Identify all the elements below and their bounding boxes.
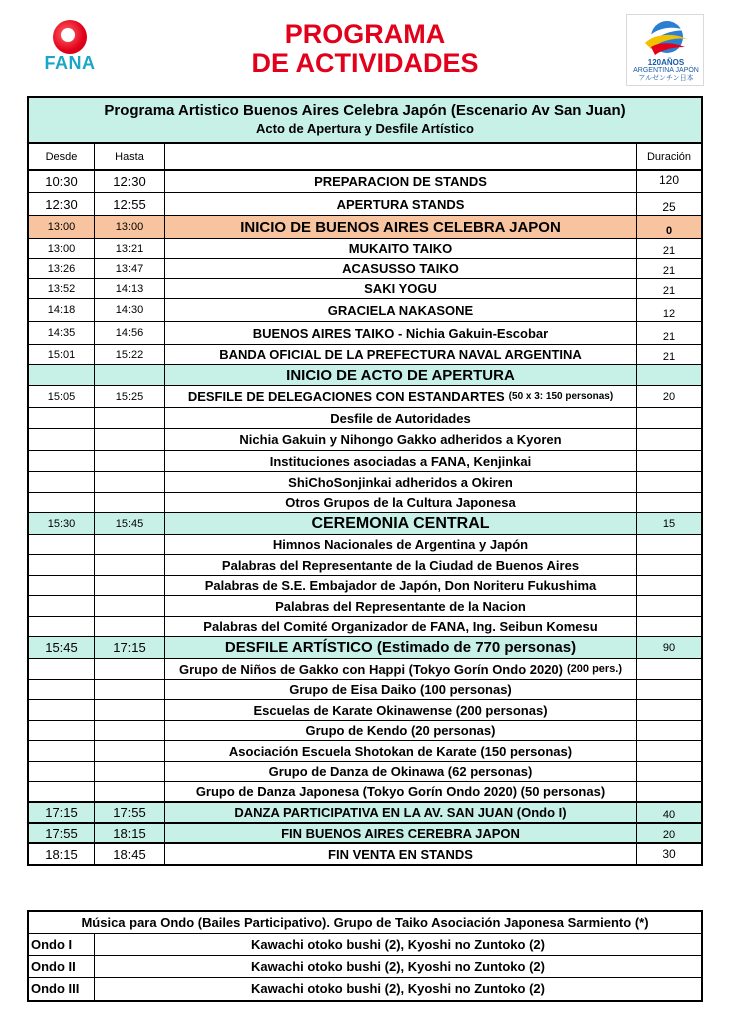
ondo-label: Ondo III [29, 978, 95, 1000]
ondo-label: Ondo II [29, 956, 95, 977]
row-from [29, 408, 95, 428]
row-duration [637, 429, 701, 450]
row-duration: 0 [665, 225, 673, 237]
row-from [29, 555, 95, 575]
fana-logo-text: FANA [44, 53, 96, 73]
section-row [29, 513, 701, 535]
row-duration [637, 596, 701, 616]
table-row [29, 555, 701, 576]
table-row [29, 680, 701, 700]
row-activity: FIN VENTA EN STANDS [165, 844, 637, 864]
row-duration [637, 408, 701, 428]
row-from [29, 762, 95, 781]
row-duration [637, 680, 701, 699]
row-duration: 20 [662, 390, 676, 403]
page-title [200, 20, 530, 78]
row-duration [637, 451, 701, 471]
row-activity: CEREMONIA CENTRAL [165, 513, 637, 534]
row-activity: PREPARACION DE STANDS [165, 171, 637, 192]
row-activity: GRACIELA NAKASONE [165, 299, 637, 321]
row-to: 17:15 [95, 637, 165, 658]
row-from [29, 596, 95, 616]
row-from: 13:26 [29, 259, 95, 278]
table-row [29, 493, 701, 513]
row-from: 14:35 [29, 322, 95, 344]
row-to [95, 493, 165, 512]
row-duration [637, 472, 701, 492]
row-activity: Asociación Escuela Shotokan de Karate (150 personas) [165, 741, 637, 761]
row-to [95, 451, 165, 471]
row-duration: 120 [658, 173, 680, 187]
row-activity: Desfile de Autoridades [165, 408, 637, 428]
row-to [95, 659, 165, 679]
row-activity: Otros Grupos de la Cultura Japonesa [165, 493, 637, 512]
row-to: 15:45 [95, 513, 165, 534]
row-activity: Palabras del Comité Organizador de FANA, Ing. Seibun Komesu [165, 617, 637, 636]
ondo-value: Kawachi otoko bushi (2), Kyoshi no Zuntoko (2) [251, 981, 545, 996]
row-to: 12:30 [95, 171, 165, 192]
anniversary-countries: ARGENTINA JAPÓN [633, 67, 699, 74]
column-header-activity [165, 144, 637, 169]
table-row [29, 239, 701, 259]
row-to: 13:47 [95, 259, 165, 278]
row-activity-note: (50 x 3: 150 personas) [508, 391, 614, 402]
row-activity: Grupo de Danza de Okinawa (62 personas) [165, 762, 637, 781]
row-to [95, 555, 165, 575]
row-to [95, 721, 165, 740]
ondo-value: Kawachi otoko bushi (2), Kyoshi no Zuntoko (2) [251, 959, 545, 974]
anniversary-swirl-icon [641, 17, 691, 59]
section-row [29, 824, 701, 844]
anniversary-logo-text [627, 59, 705, 83]
anniversary-logo [626, 14, 704, 86]
column-header-duration: Duración [646, 150, 692, 163]
row-from [29, 741, 95, 761]
ondo-row [29, 978, 701, 1000]
table-row [29, 741, 701, 762]
table-row [29, 782, 701, 803]
program-header [29, 98, 701, 144]
row-activity-text: DESFILE DE DELEGACIONES CON ESTANDARTES [187, 389, 505, 404]
row-duration: 21 [662, 351, 676, 363]
row-activity: Palabras de S.E. Embajador de Japón, Don Noriteru Fukushima [165, 576, 637, 595]
ondo-row [29, 934, 701, 956]
ondo-table [27, 910, 703, 1002]
table-row [29, 193, 701, 216]
row-activity: Instituciones asociadas a FANA, Kenjinkai [165, 451, 637, 471]
row-to [95, 700, 165, 720]
table-row [29, 386, 701, 408]
table-row [29, 259, 701, 279]
row-duration: 20 [662, 829, 676, 841]
row-to: 14:56 [95, 322, 165, 344]
section-row [29, 365, 701, 386]
row-to [95, 535, 165, 554]
row-duration: 12 [662, 308, 676, 320]
row-to [95, 365, 165, 385]
row-to [95, 617, 165, 636]
row-activity: BUENOS AIRES TAIKO - Nichia Gakuin-Escobar [165, 322, 637, 344]
row-to [95, 429, 165, 450]
row-to: 18:15 [95, 824, 165, 842]
row-activity: ACASUSSO TAIKO [165, 259, 637, 278]
row-duration: 21 [662, 285, 676, 297]
row-to [95, 762, 165, 781]
row-duration [637, 617, 701, 636]
row-from: 17:55 [29, 824, 95, 842]
row-to [95, 576, 165, 595]
row-activity: Nichia Gakuin y Nihongo Gakko adheridos a Kyoren [165, 429, 637, 450]
row-from: 14:18 [29, 299, 95, 321]
row-from [29, 680, 95, 699]
row-duration: 21 [662, 265, 676, 277]
row-activity: DESFILE ARTÍSTICO (Estimado de 770 personas) [165, 637, 637, 658]
row-from [29, 782, 95, 801]
table-row [29, 451, 701, 472]
row-duration: 25 [662, 200, 676, 214]
row-to [95, 408, 165, 428]
row-duration: 21 [662, 245, 676, 257]
row-from [29, 451, 95, 471]
row-activity: DANZA PARTICIPATIVA EN LA AV. SAN JUAN (Ondo I) [165, 803, 637, 822]
row-duration [637, 365, 701, 385]
row-activity: Himnos Nacionales de Argentina y Japón [165, 535, 637, 554]
row-to: 14:13 [95, 279, 165, 298]
program-title: Programa Artistico Buenos Aires Celebra Japón (Escenario Av San Juan) [104, 102, 626, 119]
table-row [29, 535, 701, 555]
row-from [29, 535, 95, 554]
row-activity: Escuelas de Karate Okinawense (200 personas) [165, 700, 637, 720]
program-table [27, 96, 703, 866]
row-from [29, 700, 95, 720]
row-to: 13:21 [95, 239, 165, 258]
row-activity: Grupo de Danza Japonesa (Tokyo Gorín Ondo 2020) (50 personas) [165, 782, 637, 801]
row-duration: 40 [662, 809, 676, 821]
table-row [29, 659, 701, 680]
row-duration [637, 700, 701, 720]
row-activity: FIN BUENOS AIRES CEREBRA JAPON [165, 824, 637, 842]
column-header-to: Hasta [95, 144, 165, 169]
table-row [29, 345, 701, 365]
row-to: 13:00 [95, 216, 165, 238]
row-duration: 21 [662, 331, 676, 343]
table-row [29, 762, 701, 782]
row-from [29, 365, 95, 385]
row-from: 15:01 [29, 345, 95, 364]
row-to: 15:22 [95, 345, 165, 364]
row-duration [637, 659, 701, 679]
row-activity [165, 659, 637, 679]
ondo-value: Kawachi otoko bushi (2), Kyoshi no Zuntoko (2) [251, 937, 545, 952]
row-from [29, 721, 95, 740]
row-from: 18:15 [29, 844, 95, 864]
row-duration [637, 721, 701, 740]
row-from [29, 429, 95, 450]
row-from: 13:00 [29, 239, 95, 258]
page-title-line2: DE ACTIVIDADES [251, 48, 479, 78]
row-duration: 90 [662, 641, 676, 654]
row-to: 12:55 [95, 193, 165, 215]
anniversary-years: 120AÑOS [647, 58, 685, 67]
row-duration: 30 [662, 847, 676, 861]
row-activity: MUKAITO TAIKO [165, 239, 637, 258]
row-from [29, 493, 95, 512]
row-duration [637, 576, 701, 595]
table-row [29, 322, 701, 345]
row-from [29, 659, 95, 679]
column-header-row [29, 144, 701, 171]
row-activity: Palabras del Representante de la Nacion [165, 596, 637, 616]
table-row [29, 721, 701, 741]
row-from: 13:52 [29, 279, 95, 298]
row-from: 17:15 [29, 803, 95, 822]
row-from: 15:30 [29, 513, 95, 534]
ondo-title: Música para Ondo (Bailes Participativo). Grupo de Taiko Asociación Japonesa Sarmiento (*) [29, 912, 701, 934]
row-duration [637, 762, 701, 781]
row-from: 13:00 [29, 216, 95, 238]
table-row [29, 596, 701, 617]
row-to: 17:55 [95, 803, 165, 822]
row-duration [637, 782, 701, 801]
table-row [29, 576, 701, 596]
row-activity: INICIO DE BUENOS AIRES CELEBRA JAPON [165, 216, 637, 238]
ondo-label: Ondo I [29, 934, 95, 955]
table-row-highlight [29, 216, 701, 239]
row-to [95, 741, 165, 761]
section-row [29, 803, 701, 824]
row-from [29, 472, 95, 492]
row-activity: APERTURA STANDS [165, 193, 637, 215]
row-to [95, 596, 165, 616]
row-to: 15:25 [95, 386, 165, 407]
column-header-from: Desde [29, 144, 95, 169]
row-activity [165, 386, 637, 407]
ondo-row [29, 956, 701, 978]
table-row [29, 279, 701, 299]
page-title-line1: PROGRAMA [284, 19, 446, 49]
row-to: 18:45 [95, 844, 165, 864]
table-row [29, 171, 701, 193]
row-duration [637, 493, 701, 512]
row-activity: INICIO DE ACTO DE APERTURA [165, 365, 637, 385]
row-activity: Grupo de Kendo (20 personas) [165, 721, 637, 740]
row-from: 12:30 [29, 193, 95, 215]
row-from [29, 617, 95, 636]
fana-logo [38, 20, 102, 76]
row-duration [637, 535, 701, 554]
fana-circle-highlight [61, 28, 75, 42]
anniversary-japanese: アルゼンチン日本 [638, 75, 694, 82]
row-to [95, 472, 165, 492]
row-to [95, 680, 165, 699]
table-row [29, 408, 701, 429]
row-activity: ShiChoSonjinkai adheridos a Okiren [165, 472, 637, 492]
table-row [29, 429, 701, 451]
row-from: 15:05 [29, 386, 95, 407]
table-row [29, 700, 701, 721]
row-from [29, 576, 95, 595]
row-to [95, 782, 165, 801]
row-from: 10:30 [29, 171, 95, 192]
row-activity-note: (200 pers.) [567, 663, 623, 675]
row-activity: Grupo de Eisa Daiko (100 personas) [165, 680, 637, 699]
row-duration [637, 555, 701, 575]
program-subtitle: Acto de Apertura y Desfile Artístico [256, 121, 474, 136]
row-duration: 15 [662, 517, 676, 530]
table-row [29, 472, 701, 493]
table-row [29, 299, 701, 322]
row-activity-text: Grupo de Niños de Gakko con Happi (Tokyo Gorín Ondo 2020) [178, 661, 563, 677]
row-activity: BANDA OFICIAL DE LA PREFECTURA NAVAL ARGENTINA [165, 345, 637, 364]
row-from: 15:45 [29, 637, 95, 658]
table-row [29, 844, 701, 864]
row-to: 14:30 [95, 299, 165, 321]
row-duration [637, 741, 701, 761]
table-row [29, 617, 701, 637]
section-row [29, 637, 701, 659]
row-activity: Palabras del Representante de la Ciudad de Buenos Aires [165, 555, 637, 575]
row-activity: SAKI YOGU [165, 279, 637, 298]
